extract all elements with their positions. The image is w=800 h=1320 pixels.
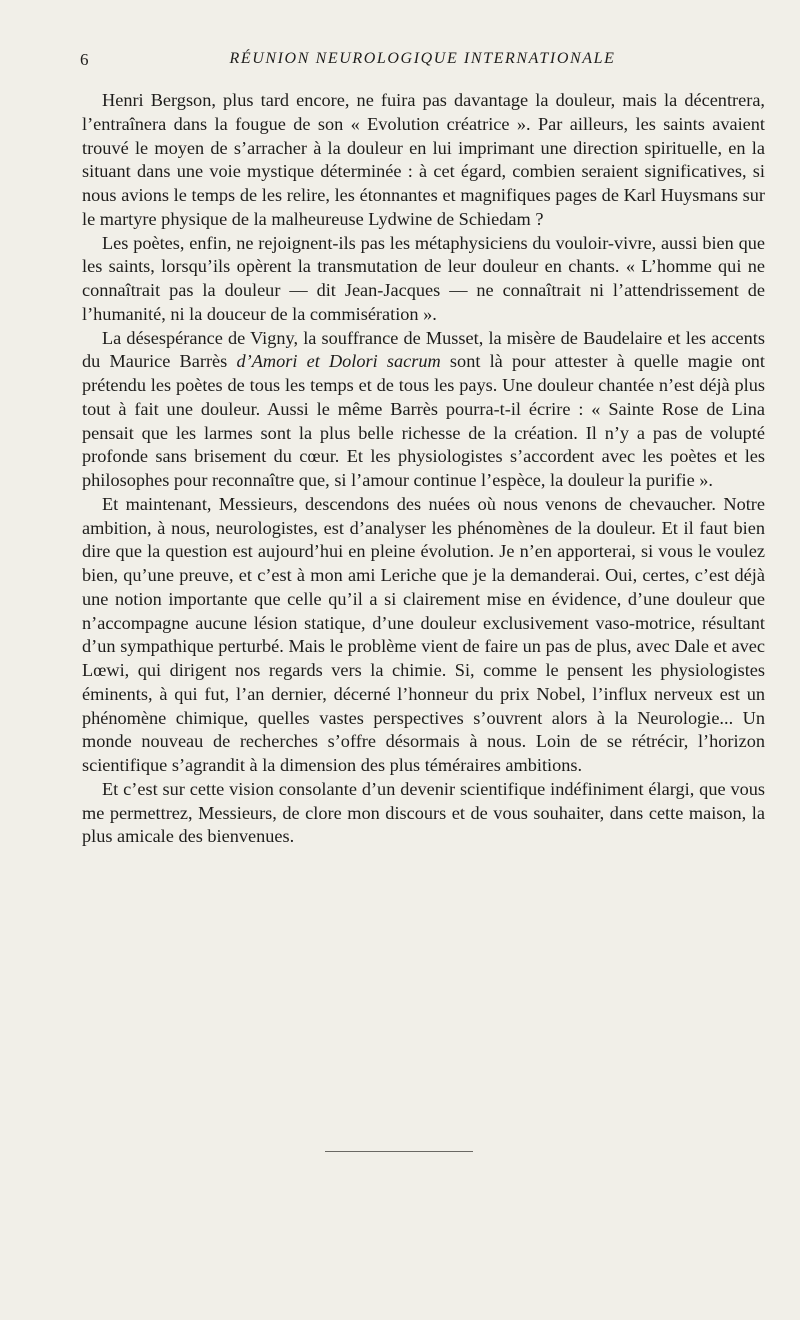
running-head xyxy=(80,50,765,74)
paragraph-conclusion: Et c’est sur cette vision consolante d’un devenir scientifique indéfiniment élargi, que vous me permettrez, Messieurs, de clore mon discours et de vous souhaiter, dans cette maison, la plus amicale des bienvenues. xyxy=(82,778,765,847)
paragraph-poetes: Les poètes, enfin, ne rejoignent-ils pas les métaphysiciens du vouloir-vivre, aussi bien que les saints, lorsqu’ils opèrent la transmutation de leur douleur en chants. « L’homme qui ne connaîtrait pas la douleur — dit Jean-Jacques — ne connaîtrait ni l’attendrissement de l’humanité, ni la douceur de la commisération ». xyxy=(82,232,765,324)
paragraph-neurologie: Et maintenant, Messieurs, descendons des nuées où nous venons de chevaucher. Notre ambition, à nous, neurologistes, est d’analyser les phénomènes de la douleur. Et il faut bien dire que la question est aujourd’hui en pleine évolution. Je n’en apporterai, si vous le voulez bien, qu’une preuve, et c’est à mon ami Leriche que je la demanderai. Oui, certes, c’est déjà une notion importante que celle qu’il a si clairement mise en évidence, d’une douleur que n’accompagne aucune lésion statique, d’une douleur exclusivement vaso-motrice, résultant d’un sympathique perturbé. Mais le problème vient de faire un pas de plus, avec Dale et avec Lœwi, qui dirigent nos regards vers la chimie. Si, comme le pensent les physiologistes éminents, à qui fut, l’an dernier, décerné l’honneur du prix Nobel, l’influx nerveux est un phénomène chimique, quelles vastes perspectives s’ouvrent alors à la Neurologie... Un monde nouveau de recherches s’offre désormais à nous. Loin de se rétrécir, l’horizon scientifique s’agrandit à la dimension des plus téméraires ambitions. xyxy=(82,493,765,775)
book-title-amori-et-dolori: d’Amori et Dolori sacrum xyxy=(236,351,441,372)
paragraph-bergson: Henri Bergson, plus tard encore, ne fuira pas davantage la douleur, mais la décentrera, l’entraînera dans la fougue de son « Evolution créatrice ». Par ailleurs, les saints avaient trouvé le moyen de s’arracher à la douleur en lui imprimant une direction spirituelle, en la situant dans une voie mystique déterminée : à cet égard, combien seraient significatives, si nous avions le temps de les relire, les étonnantes et magnifiques pages de Karl Huysmans sur le martyre physique de la malheureuse Lydwine de Schiedam ? xyxy=(82,90,765,229)
paragraph-vigny-start: La désespérance de Vigny, la souffrance de Musset, la misère de Baudelaire et les accents du Maurice Barrès xyxy=(82,327,765,372)
paragraph-vigny-end: sont là pour attester à quelle magie ont prétendu les poètes de tous les temps et de tous les pays. Une douleur chantée n’est déjà plus tout à fait une douleur. Aussi le même Barrès pourra-t-il écrire : « Sainte Rose de Lina pensait que les larmes sont la plus belle richesse de la création. Il n’y a pas de volupté profonde sans brisement du cœur. Et les physiologistes s’accordent avec les poètes et les philosophes pour reconnaître que, si l’amour continue l’espèce, la douleur la purifie ». xyxy=(82,351,766,490)
paragraph-vigny xyxy=(82,327,765,493)
body-text xyxy=(82,89,765,849)
journal-title: RÉUNION NEUROLOGIQUE INTERNATIONALE xyxy=(229,50,616,67)
page-number: 6 xyxy=(80,50,89,69)
closing-rule xyxy=(325,1151,473,1152)
